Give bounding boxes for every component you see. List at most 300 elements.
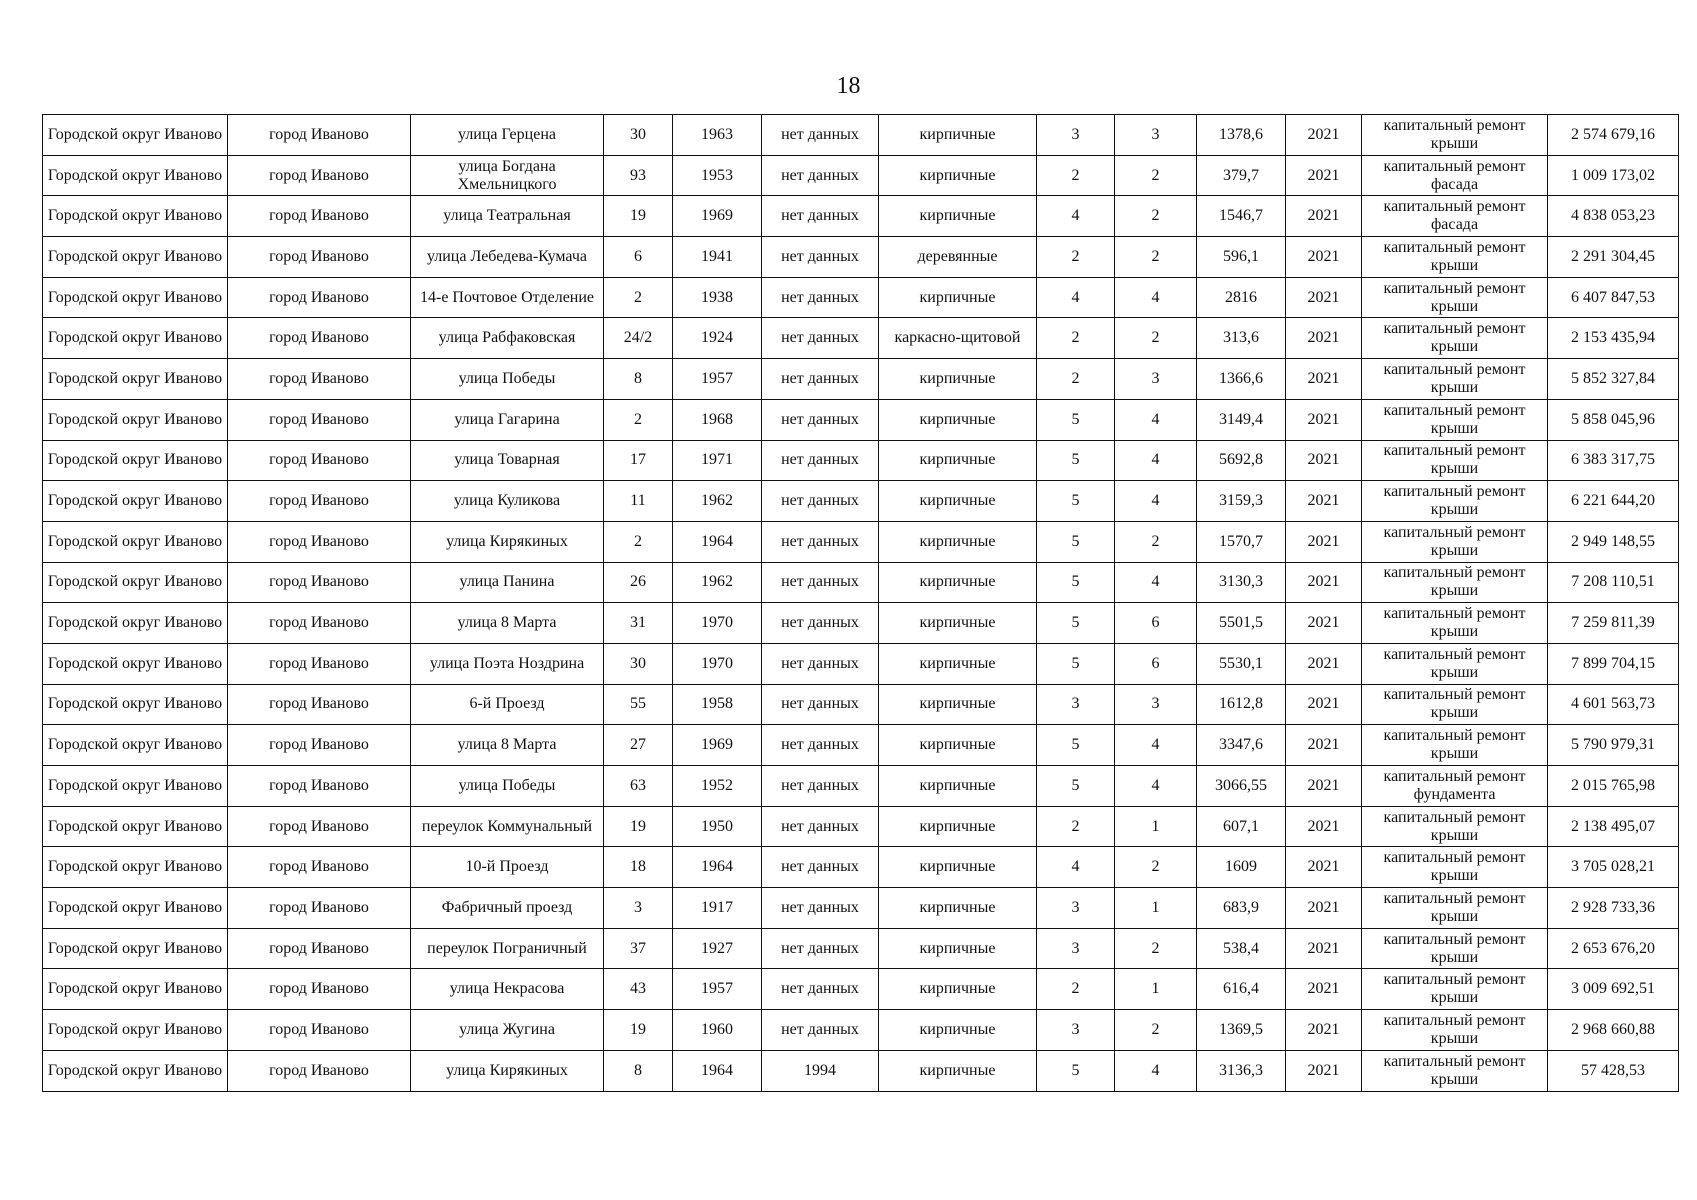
street-cell: улица Богдана Хмельницкого <box>411 155 604 196</box>
settlement-cell: город Иваново <box>228 115 411 156</box>
house-number-cell: 30 <box>604 115 673 156</box>
last-repair-year-cell: нет данных <box>762 521 879 562</box>
construction-year-cell: 1953 <box>673 155 762 196</box>
street-cell: улица Некрасова <box>411 969 604 1010</box>
municipality-cell: Городской округ Иваново <box>43 196 228 237</box>
street-cell: переулок Пограничный <box>411 928 604 969</box>
cost-cell: 6 383 317,75 <box>1548 440 1679 481</box>
street-cell: улица Гагарина <box>411 399 604 440</box>
house-number-cell: 19 <box>604 1010 673 1051</box>
floors-cell: 2 <box>1037 237 1115 278</box>
floors-cell: 5 <box>1037 481 1115 522</box>
street-cell: Фабричный проезд <box>411 888 604 929</box>
construction-year-cell: 1964 <box>673 1050 762 1091</box>
house-number-cell: 93 <box>604 155 673 196</box>
house-number-cell: 37 <box>604 928 673 969</box>
table-row <box>43 806 1679 847</box>
entrances-cell: 3 <box>1115 115 1197 156</box>
floors-cell: 5 <box>1037 440 1115 481</box>
table-row <box>43 440 1679 481</box>
entrances-cell: 4 <box>1115 562 1197 603</box>
repair-year-cell: 2021 <box>1286 847 1362 888</box>
floors-cell: 2 <box>1037 806 1115 847</box>
municipality-cell: Городской округ Иваново <box>43 237 228 278</box>
work-type-cell: капитальный ремонт крыши <box>1362 847 1548 888</box>
last-repair-year-cell: 1994 <box>762 1050 879 1091</box>
construction-year-cell: 1960 <box>673 1010 762 1051</box>
table-row <box>43 318 1679 359</box>
construction-year-cell: 1968 <box>673 399 762 440</box>
area-cell: 1609 <box>1197 847 1286 888</box>
table-row <box>43 928 1679 969</box>
wall-material-cell: кирпичные <box>879 562 1037 603</box>
area-cell: 5692,8 <box>1197 440 1286 481</box>
wall-material-cell: кирпичные <box>879 521 1037 562</box>
last-repair-year-cell: нет данных <box>762 643 879 684</box>
wall-material-cell: кирпичные <box>879 684 1037 725</box>
street-cell: улица Жугина <box>411 1010 604 1051</box>
table-row <box>43 155 1679 196</box>
table-row <box>43 888 1679 929</box>
municipality-cell: Городской округ Иваново <box>43 643 228 684</box>
table-row <box>43 562 1679 603</box>
wall-material-cell: кирпичные <box>879 888 1037 929</box>
floors-cell: 5 <box>1037 643 1115 684</box>
last-repair-year-cell: нет данных <box>762 969 879 1010</box>
municipality-cell: Городской округ Иваново <box>43 562 228 603</box>
construction-year-cell: 1958 <box>673 684 762 725</box>
construction-year-cell: 1970 <box>673 643 762 684</box>
street-cell: улица Панина <box>411 562 604 603</box>
last-repair-year-cell: нет данных <box>762 928 879 969</box>
repair-year-cell: 2021 <box>1286 928 1362 969</box>
cost-cell: 6 221 644,20 <box>1548 481 1679 522</box>
house-number-cell: 2 <box>604 399 673 440</box>
repair-year-cell: 2021 <box>1286 725 1362 766</box>
entrances-cell: 2 <box>1115 928 1197 969</box>
repair-year-cell: 2021 <box>1286 603 1362 644</box>
street-cell: 6-й Проезд <box>411 684 604 725</box>
settlement-cell: город Иваново <box>228 1010 411 1051</box>
entrances-cell: 2 <box>1115 318 1197 359</box>
floors-cell: 4 <box>1037 277 1115 318</box>
area-cell: 1378,6 <box>1197 115 1286 156</box>
municipality-cell: Городской округ Иваново <box>43 1050 228 1091</box>
cost-cell: 3 009 692,51 <box>1548 969 1679 1010</box>
area-cell: 2816 <box>1197 277 1286 318</box>
house-number-cell: 6 <box>604 237 673 278</box>
last-repair-year-cell: нет данных <box>762 725 879 766</box>
municipality-cell: Городской округ Иваново <box>43 1010 228 1051</box>
municipality-cell: Городской округ Иваново <box>43 603 228 644</box>
table-row <box>43 969 1679 1010</box>
table-row <box>43 277 1679 318</box>
work-type-cell: капитальный ремонт крыши <box>1362 115 1548 156</box>
settlement-cell: город Иваново <box>228 521 411 562</box>
work-type-cell: капитальный ремонт фасада <box>1362 196 1548 237</box>
settlement-cell: город Иваново <box>228 643 411 684</box>
entrances-cell: 1 <box>1115 806 1197 847</box>
floors-cell: 3 <box>1037 1010 1115 1051</box>
construction-year-cell: 1941 <box>673 237 762 278</box>
house-number-cell: 8 <box>604 1050 673 1091</box>
floors-cell: 5 <box>1037 603 1115 644</box>
street-cell: 10-й Проезд <box>411 847 604 888</box>
construction-year-cell: 1957 <box>673 969 762 1010</box>
repair-year-cell: 2021 <box>1286 196 1362 237</box>
entrances-cell: 1 <box>1115 969 1197 1010</box>
house-number-cell: 30 <box>604 643 673 684</box>
area-cell: 596,1 <box>1197 237 1286 278</box>
construction-year-cell: 1957 <box>673 359 762 400</box>
cost-cell: 2 949 148,55 <box>1548 521 1679 562</box>
repair-year-cell: 2021 <box>1286 481 1362 522</box>
cost-cell: 5 790 979,31 <box>1548 725 1679 766</box>
municipality-cell: Городской округ Иваново <box>43 481 228 522</box>
area-cell: 3347,6 <box>1197 725 1286 766</box>
last-repair-year-cell: нет данных <box>762 562 879 603</box>
municipality-cell: Городской округ Иваново <box>43 684 228 725</box>
entrances-cell: 4 <box>1115 766 1197 807</box>
floors-cell: 4 <box>1037 847 1115 888</box>
page-number: 18 <box>836 73 861 99</box>
work-type-cell: капитальный ремонт крыши <box>1362 806 1548 847</box>
repair-year-cell: 2021 <box>1286 969 1362 1010</box>
floors-cell: 3 <box>1037 115 1115 156</box>
municipality-cell: Городской округ Иваново <box>43 806 228 847</box>
settlement-cell: город Иваново <box>228 481 411 522</box>
area-cell: 5530,1 <box>1197 643 1286 684</box>
last-repair-year-cell: нет данных <box>762 481 879 522</box>
repair-year-cell: 2021 <box>1286 1050 1362 1091</box>
work-type-cell: капитальный ремонт фасада <box>1362 155 1548 196</box>
house-number-cell: 24/2 <box>604 318 673 359</box>
floors-cell: 4 <box>1037 196 1115 237</box>
repair-year-cell: 2021 <box>1286 1010 1362 1051</box>
house-number-cell: 27 <box>604 725 673 766</box>
construction-year-cell: 1927 <box>673 928 762 969</box>
work-type-cell: капитальный ремонт крыши <box>1362 277 1548 318</box>
floors-cell: 3 <box>1037 684 1115 725</box>
repair-year-cell: 2021 <box>1286 277 1362 318</box>
last-repair-year-cell: нет данных <box>762 847 879 888</box>
floors-cell: 2 <box>1037 155 1115 196</box>
work-type-cell: капитальный ремонт крыши <box>1362 359 1548 400</box>
housing-repair-table <box>42 114 1679 1092</box>
entrances-cell: 4 <box>1115 440 1197 481</box>
construction-year-cell: 1971 <box>673 440 762 481</box>
entrances-cell: 3 <box>1115 684 1197 725</box>
settlement-cell: город Иваново <box>228 399 411 440</box>
floors-cell: 2 <box>1037 318 1115 359</box>
settlement-cell: город Иваново <box>228 766 411 807</box>
work-type-cell: капитальный ремонт крыши <box>1362 643 1548 684</box>
entrances-cell: 4 <box>1115 399 1197 440</box>
wall-material-cell: кирпичные <box>879 1010 1037 1051</box>
last-repair-year-cell: нет данных <box>762 359 879 400</box>
work-type-cell: капитальный ремонт крыши <box>1362 1010 1548 1051</box>
construction-year-cell: 1970 <box>673 603 762 644</box>
construction-year-cell: 1962 <box>673 481 762 522</box>
municipality-cell: Городской округ Иваново <box>43 725 228 766</box>
cost-cell: 2 153 435,94 <box>1548 318 1679 359</box>
work-type-cell: капитальный ремонт крыши <box>1362 440 1548 481</box>
last-repair-year-cell: нет данных <box>762 115 879 156</box>
work-type-cell: капитальный ремонт крыши <box>1362 1050 1548 1091</box>
entrances-cell: 2 <box>1115 196 1197 237</box>
street-cell: улица Кирякиных <box>411 521 604 562</box>
repair-year-cell: 2021 <box>1286 562 1362 603</box>
wall-material-cell: кирпичные <box>879 806 1037 847</box>
repair-year-cell: 2021 <box>1286 521 1362 562</box>
settlement-cell: город Иваново <box>228 888 411 929</box>
street-cell: улица Герцена <box>411 115 604 156</box>
settlement-cell: город Иваново <box>228 725 411 766</box>
settlement-cell: город Иваново <box>228 318 411 359</box>
house-number-cell: 2 <box>604 521 673 562</box>
house-number-cell: 2 <box>604 277 673 318</box>
area-cell: 1570,7 <box>1197 521 1286 562</box>
entrances-cell: 6 <box>1115 603 1197 644</box>
wall-material-cell: кирпичные <box>879 847 1037 888</box>
settlement-cell: город Иваново <box>228 1050 411 1091</box>
repair-year-cell: 2021 <box>1286 440 1362 481</box>
work-type-cell: капитальный ремонт крыши <box>1362 521 1548 562</box>
last-repair-year-cell: нет данных <box>762 766 879 807</box>
cost-cell: 1 009 173,02 <box>1548 155 1679 196</box>
house-number-cell: 17 <box>604 440 673 481</box>
repair-year-cell: 2021 <box>1286 115 1362 156</box>
street-cell: улица Победы <box>411 766 604 807</box>
cost-cell: 7 259 811,39 <box>1548 603 1679 644</box>
work-type-cell: капитальный ремонт крыши <box>1362 928 1548 969</box>
construction-year-cell: 1917 <box>673 888 762 929</box>
table-row <box>43 847 1679 888</box>
settlement-cell: город Иваново <box>228 562 411 603</box>
repair-year-cell: 2021 <box>1286 399 1362 440</box>
construction-year-cell: 1962 <box>673 562 762 603</box>
municipality-cell: Городской округ Иваново <box>43 969 228 1010</box>
house-number-cell: 11 <box>604 481 673 522</box>
settlement-cell: город Иваново <box>228 603 411 644</box>
municipality-cell: Городской округ Иваново <box>43 155 228 196</box>
settlement-cell: город Иваново <box>228 196 411 237</box>
settlement-cell: город Иваново <box>228 440 411 481</box>
wall-material-cell: кирпичные <box>879 440 1037 481</box>
street-cell: улица Поэта Ноздрина <box>411 643 604 684</box>
cost-cell: 2 138 495,07 <box>1548 806 1679 847</box>
table-row <box>43 359 1679 400</box>
wall-material-cell: кирпичные <box>879 969 1037 1010</box>
floors-cell: 5 <box>1037 766 1115 807</box>
table-row <box>43 481 1679 522</box>
street-cell: переулок Коммунальный <box>411 806 604 847</box>
entrances-cell: 4 <box>1115 481 1197 522</box>
cost-cell: 3 705 028,21 <box>1548 847 1679 888</box>
table-body <box>43 115 1679 1092</box>
table-row <box>43 521 1679 562</box>
table-row <box>43 237 1679 278</box>
entrances-cell: 4 <box>1115 725 1197 766</box>
area-cell: 538,4 <box>1197 928 1286 969</box>
wall-material-cell: кирпичные <box>879 603 1037 644</box>
construction-year-cell: 1963 <box>673 115 762 156</box>
street-cell: улица 8 Марта <box>411 603 604 644</box>
work-type-cell: капитальный ремонт крыши <box>1362 603 1548 644</box>
last-repair-year-cell: нет данных <box>762 237 879 278</box>
area-cell: 3159,3 <box>1197 481 1286 522</box>
table-row <box>43 643 1679 684</box>
settlement-cell: город Иваново <box>228 359 411 400</box>
entrances-cell: 6 <box>1115 643 1197 684</box>
house-number-cell: 18 <box>604 847 673 888</box>
floors-cell: 5 <box>1037 1050 1115 1091</box>
cost-cell: 7 208 110,51 <box>1548 562 1679 603</box>
table-row <box>43 1050 1679 1091</box>
construction-year-cell: 1969 <box>673 725 762 766</box>
municipality-cell: Городской округ Иваново <box>43 888 228 929</box>
floors-cell: 2 <box>1037 359 1115 400</box>
area-cell: 616,4 <box>1197 969 1286 1010</box>
house-number-cell: 3 <box>604 888 673 929</box>
construction-year-cell: 1969 <box>673 196 762 237</box>
repair-year-cell: 2021 <box>1286 766 1362 807</box>
floors-cell: 3 <box>1037 888 1115 929</box>
repair-year-cell: 2021 <box>1286 684 1362 725</box>
table-row <box>43 684 1679 725</box>
street-cell: улица Театральная <box>411 196 604 237</box>
municipality-cell: Городской округ Иваново <box>43 318 228 359</box>
repair-year-cell: 2021 <box>1286 318 1362 359</box>
floors-cell: 5 <box>1037 521 1115 562</box>
entrances-cell: 2 <box>1115 1010 1197 1051</box>
municipality-cell: Городской округ Иваново <box>43 928 228 969</box>
area-cell: 3136,3 <box>1197 1050 1286 1091</box>
construction-year-cell: 1924 <box>673 318 762 359</box>
house-number-cell: 31 <box>604 603 673 644</box>
municipality-cell: Городской округ Иваново <box>43 440 228 481</box>
cost-cell: 2 574 679,16 <box>1548 115 1679 156</box>
settlement-cell: город Иваново <box>228 237 411 278</box>
last-repair-year-cell: нет данных <box>762 399 879 440</box>
floors-cell: 5 <box>1037 399 1115 440</box>
work-type-cell: капитальный ремонт крыши <box>1362 237 1548 278</box>
house-number-cell: 26 <box>604 562 673 603</box>
wall-material-cell: кирпичные <box>879 115 1037 156</box>
cost-cell: 2 653 676,20 <box>1548 928 1679 969</box>
house-number-cell: 43 <box>604 969 673 1010</box>
wall-material-cell: кирпичные <box>879 359 1037 400</box>
construction-year-cell: 1938 <box>673 277 762 318</box>
last-repair-year-cell: нет данных <box>762 440 879 481</box>
settlement-cell: город Иваново <box>228 928 411 969</box>
area-cell: 1546,7 <box>1197 196 1286 237</box>
area-cell: 1369,5 <box>1197 1010 1286 1051</box>
house-number-cell: 19 <box>604 196 673 237</box>
work-type-cell: капитальный ремонт крыши <box>1362 318 1548 359</box>
municipality-cell: Городской округ Иваново <box>43 847 228 888</box>
entrances-cell: 1 <box>1115 888 1197 929</box>
work-type-cell: капитальный ремонт крыши <box>1362 888 1548 929</box>
repair-year-cell: 2021 <box>1286 237 1362 278</box>
house-number-cell: 8 <box>604 359 673 400</box>
entrances-cell: 2 <box>1115 847 1197 888</box>
construction-year-cell: 1952 <box>673 766 762 807</box>
street-cell: 14-е Почтовое Отделение <box>411 277 604 318</box>
entrances-cell: 2 <box>1115 155 1197 196</box>
street-cell: улица 8 Марта <box>411 725 604 766</box>
wall-material-cell: кирпичные <box>879 1050 1037 1091</box>
floors-cell: 5 <box>1037 562 1115 603</box>
floors-cell: 2 <box>1037 969 1115 1010</box>
cost-cell: 6 407 847,53 <box>1548 277 1679 318</box>
work-type-cell: капитальный ремонт крыши <box>1362 562 1548 603</box>
cost-cell: 57 428,53 <box>1548 1050 1679 1091</box>
cost-cell: 2 015 765,98 <box>1548 766 1679 807</box>
wall-material-cell: кирпичные <box>879 481 1037 522</box>
work-type-cell: капитальный ремонт крыши <box>1362 969 1548 1010</box>
last-repair-year-cell: нет данных <box>762 684 879 725</box>
cost-cell: 2 928 733,36 <box>1548 888 1679 929</box>
wall-material-cell: кирпичные <box>879 196 1037 237</box>
entrances-cell: 4 <box>1115 1050 1197 1091</box>
street-cell: улица Куликова <box>411 481 604 522</box>
floors-cell: 3 <box>1037 928 1115 969</box>
municipality-cell: Городской округ Иваново <box>43 521 228 562</box>
street-cell: улица Кирякиных <box>411 1050 604 1091</box>
entrances-cell: 2 <box>1115 521 1197 562</box>
last-repair-year-cell: нет данных <box>762 318 879 359</box>
settlement-cell: город Иваново <box>228 847 411 888</box>
municipality-cell: Городской округ Иваново <box>43 766 228 807</box>
cost-cell: 2 291 304,45 <box>1548 237 1679 278</box>
street-cell: улица Товарная <box>411 440 604 481</box>
house-number-cell: 63 <box>604 766 673 807</box>
cost-cell: 7 899 704,15 <box>1548 643 1679 684</box>
house-number-cell: 55 <box>604 684 673 725</box>
last-repair-year-cell: нет данных <box>762 806 879 847</box>
table-row <box>43 399 1679 440</box>
municipality-cell: Городской округ Иваново <box>43 115 228 156</box>
cost-cell: 4 838 053,23 <box>1548 196 1679 237</box>
last-repair-year-cell: нет данных <box>762 1010 879 1051</box>
area-cell: 1366,6 <box>1197 359 1286 400</box>
last-repair-year-cell: нет данных <box>762 888 879 929</box>
street-cell: улица Рабфаковская <box>411 318 604 359</box>
last-repair-year-cell: нет данных <box>762 277 879 318</box>
wall-material-cell: кирпичные <box>879 155 1037 196</box>
table-row <box>43 115 1679 156</box>
work-type-cell: капитальный ремонт крыши <box>1362 684 1548 725</box>
cost-cell: 4 601 563,73 <box>1548 684 1679 725</box>
work-type-cell: капитальный ремонт крыши <box>1362 399 1548 440</box>
settlement-cell: город Иваново <box>228 155 411 196</box>
work-type-cell: капитальный ремонт крыши <box>1362 725 1548 766</box>
wall-material-cell: деревянные <box>879 237 1037 278</box>
wall-material-cell: кирпичные <box>879 928 1037 969</box>
street-cell: улица Победы <box>411 359 604 400</box>
construction-year-cell: 1964 <box>673 847 762 888</box>
repair-year-cell: 2021 <box>1286 359 1362 400</box>
work-type-cell: капитальный ремонт крыши <box>1362 481 1548 522</box>
construction-year-cell: 1964 <box>673 521 762 562</box>
settlement-cell: город Иваново <box>228 684 411 725</box>
table-row <box>43 196 1679 237</box>
repair-year-cell: 2021 <box>1286 806 1362 847</box>
area-cell: 607,1 <box>1197 806 1286 847</box>
repair-year-cell: 2021 <box>1286 643 1362 684</box>
entrances-cell: 3 <box>1115 359 1197 400</box>
